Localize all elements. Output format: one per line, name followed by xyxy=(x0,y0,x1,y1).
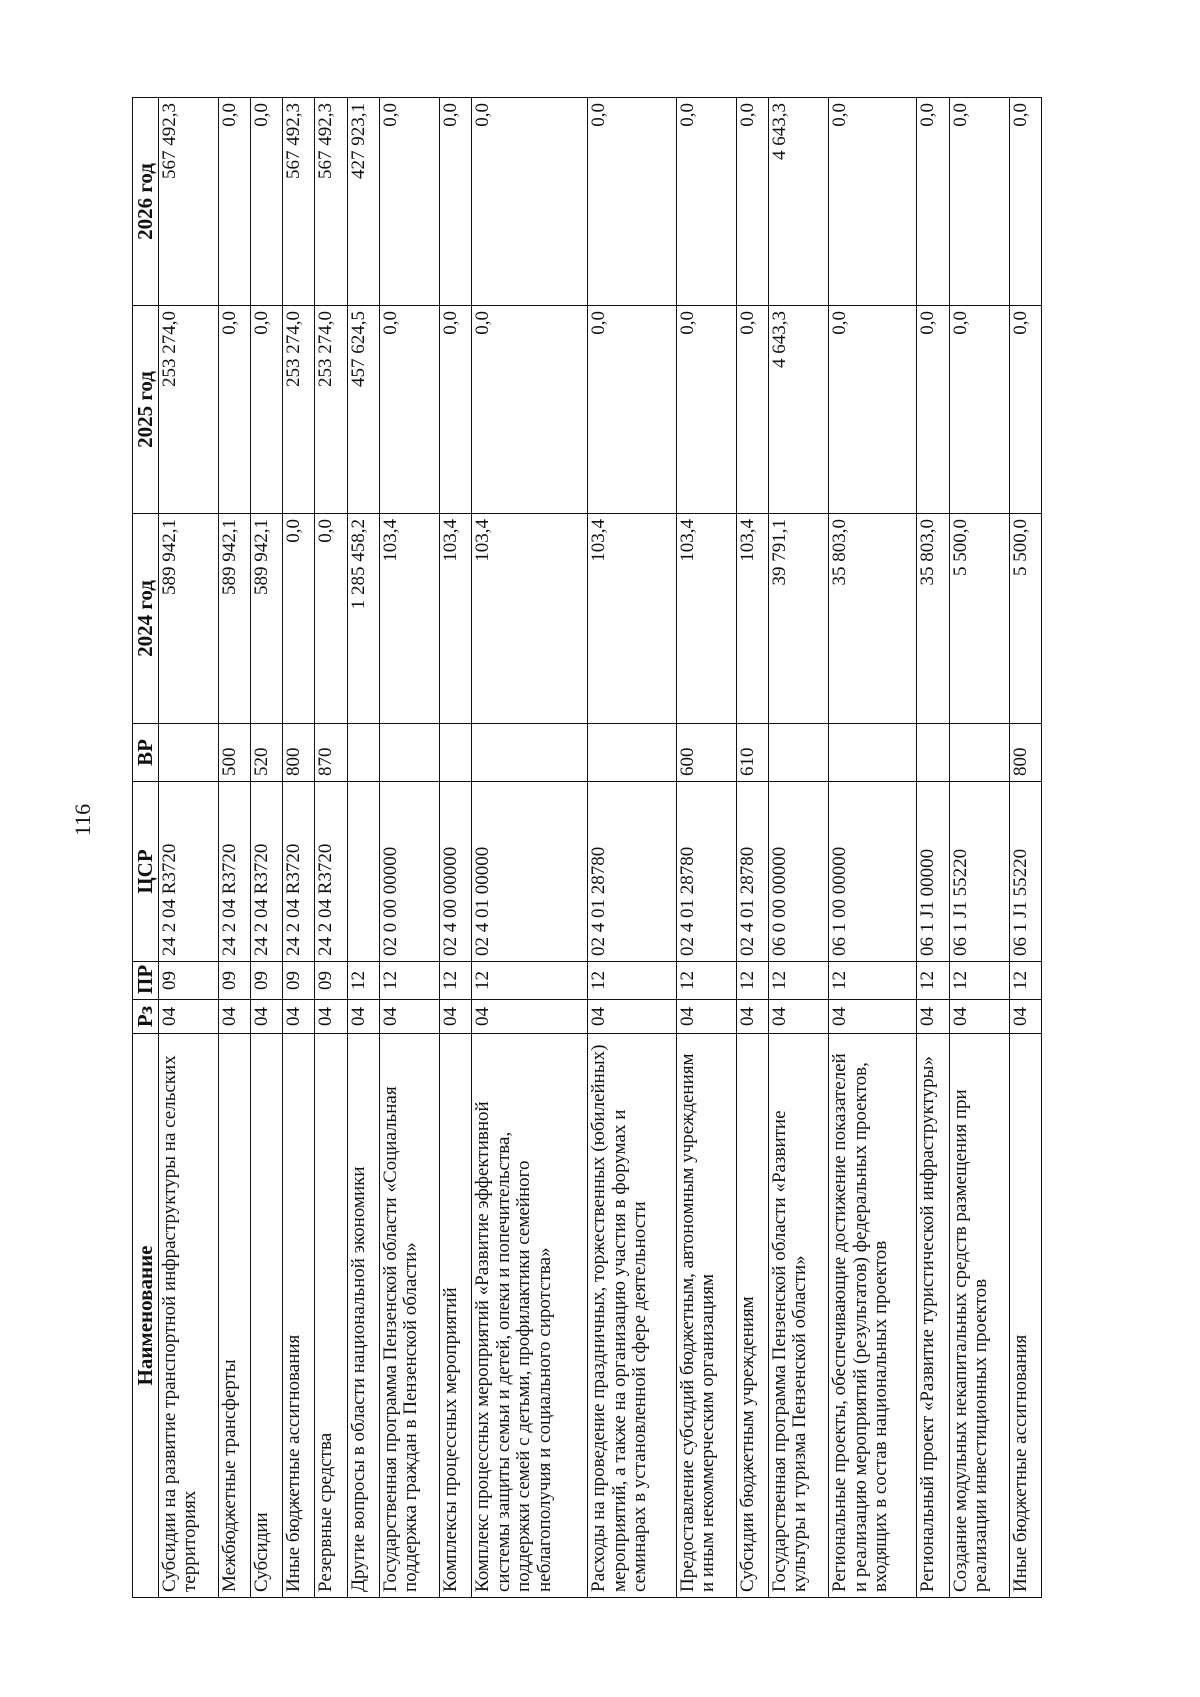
cell-rz: 04 xyxy=(251,1000,283,1034)
cell-csr: 02 4 01 28780 xyxy=(676,782,736,962)
cell-name: Субсидии бюджетным учреждениям xyxy=(736,1034,768,1598)
column-header-2026: 2026 год xyxy=(133,98,159,306)
cell-csr: 02 4 00 00000 xyxy=(439,782,471,962)
cell-pr: 12 xyxy=(439,962,471,1000)
cell-2026: 567 492,3 xyxy=(315,98,347,306)
header-row xyxy=(133,98,159,1598)
cell-rz: 04 xyxy=(949,1000,1009,1034)
cell-2026: 0,0 xyxy=(949,98,1009,306)
table-row xyxy=(1009,98,1041,1598)
cell-2024: 1 285 458,2 xyxy=(347,514,379,724)
cell-rz: 04 xyxy=(768,1000,828,1034)
cell-vr: 600 xyxy=(676,724,736,782)
cell-rz: 04 xyxy=(439,1000,471,1034)
table-row xyxy=(283,98,315,1598)
cell-2024: 35 803,0 xyxy=(829,514,917,724)
table-row xyxy=(315,98,347,1598)
cell-2026: 0,0 xyxy=(588,98,676,306)
cell-2024: 35 803,0 xyxy=(917,514,949,724)
table-row xyxy=(917,98,949,1598)
cell-name: Резервные средства xyxy=(315,1034,347,1598)
cell-csr: 24 2 04 R3720 xyxy=(315,782,347,962)
cell-csr: 06 1 J1 55220 xyxy=(949,782,1009,962)
cell-2024: 39 791,1 xyxy=(768,514,828,724)
cell-2026: 0,0 xyxy=(917,98,949,306)
cell-vr: 870 xyxy=(315,724,347,782)
cell-vr: 500 xyxy=(218,724,250,782)
table-row xyxy=(439,98,471,1598)
cell-csr: 06 1 J1 55220 xyxy=(1009,782,1041,962)
cell-name: Другие вопросы в области национальной экономики xyxy=(347,1034,379,1598)
cell-name: Иные бюджетные ассигнования xyxy=(283,1034,315,1598)
table-row xyxy=(347,98,379,1598)
page-number: 116 xyxy=(70,803,95,836)
cell-2026: 0,0 xyxy=(829,98,917,306)
cell-vr xyxy=(347,724,379,782)
cell-csr: 02 4 01 28780 xyxy=(588,782,676,962)
cell-rz: 04 xyxy=(676,1000,736,1034)
column-header-pr: ПР xyxy=(133,962,159,1000)
cell-vr xyxy=(158,724,218,782)
table-row xyxy=(588,98,676,1598)
cell-2025: 0,0 xyxy=(917,306,949,514)
cell-rz: 04 xyxy=(347,1000,379,1034)
cell-2026: 0,0 xyxy=(1009,98,1041,306)
cell-vr xyxy=(917,724,949,782)
cell-name: Создание модульных некапитальных средств размещения при реализации инвестиционных проектов xyxy=(949,1034,1009,1598)
cell-pr: 12 xyxy=(736,962,768,1000)
cell-pr: 12 xyxy=(588,962,676,1000)
cell-2025: 0,0 xyxy=(218,306,250,514)
cell-rz: 04 xyxy=(283,1000,315,1034)
table-row xyxy=(949,98,1009,1598)
cell-2026: 0,0 xyxy=(676,98,736,306)
cell-vr xyxy=(829,724,917,782)
cell-name: Иные бюджетные ассигнования xyxy=(1009,1034,1041,1598)
cell-pr: 12 xyxy=(379,962,439,1000)
cell-2026: 0,0 xyxy=(218,98,250,306)
table-row xyxy=(472,98,588,1598)
cell-csr: 06 1 00 00000 xyxy=(829,782,917,962)
cell-pr: 09 xyxy=(283,962,315,1000)
column-header-2024: 2024 год xyxy=(133,514,159,724)
cell-vr: 520 xyxy=(251,724,283,782)
cell-2025: 0,0 xyxy=(439,306,471,514)
cell-rz: 04 xyxy=(917,1000,949,1034)
cell-csr: 24 2 04 R3720 xyxy=(158,782,218,962)
cell-vr xyxy=(949,724,1009,782)
cell-pr: 09 xyxy=(218,962,250,1000)
cell-name: Расходы на проведение праздничных, торжественных (юбилейных) мероприятий, а также на организацию участия в форумах и семинарах в установленной сфере деятельности xyxy=(588,1034,676,1598)
cell-csr: 06 0 00 00000 xyxy=(768,782,828,962)
cell-vr xyxy=(472,724,588,782)
cell-vr: 800 xyxy=(283,724,315,782)
cell-csr xyxy=(347,782,379,962)
cell-vr xyxy=(588,724,676,782)
cell-2025: 0,0 xyxy=(1009,306,1041,514)
cell-name: Региональные проекты, обеспечивающие достижение показателей и реализацию мероприятий (результатов) федеральных проектов, входящих в состав национальных проектов xyxy=(829,1034,917,1598)
cell-2025: 253 274,0 xyxy=(158,306,218,514)
cell-2026: 567 492,3 xyxy=(158,98,218,306)
cell-2026: 0,0 xyxy=(251,98,283,306)
cell-2024: 0,0 xyxy=(315,514,347,724)
column-header-csr: ЦСР xyxy=(133,782,159,962)
cell-2026: 427 923,1 xyxy=(347,98,379,306)
cell-pr: 12 xyxy=(1009,962,1041,1000)
cell-pr: 12 xyxy=(917,962,949,1000)
cell-2026: 0,0 xyxy=(736,98,768,306)
cell-2024: 103,4 xyxy=(439,514,471,724)
cell-pr: 12 xyxy=(949,962,1009,1000)
cell-csr: 06 1 J1 00000 xyxy=(917,782,949,962)
cell-2026: 567 492,3 xyxy=(283,98,315,306)
cell-name: Комплекс процессных мероприятий «Развитие эффективной системы защиты семьи и детей, опеки и попечительства, поддержки семей с детьми, профилактики семейного неблагополучия и социального сиротства» xyxy=(472,1034,588,1598)
cell-2024: 5 500,0 xyxy=(949,514,1009,724)
budget-table xyxy=(132,97,1042,1598)
cell-2025: 0,0 xyxy=(588,306,676,514)
cell-pr: 12 xyxy=(768,962,828,1000)
table-row xyxy=(251,98,283,1598)
cell-pr: 09 xyxy=(315,962,347,1000)
cell-2024: 5 500,0 xyxy=(1009,514,1041,724)
cell-name: Государственная программа Пензенской области «Развитие культуры и туризма Пензенской области» xyxy=(768,1034,828,1598)
cell-2024: 589 942,1 xyxy=(218,514,250,724)
table-row xyxy=(676,98,736,1598)
cell-rz: 04 xyxy=(315,1000,347,1034)
cell-2025: 253 274,0 xyxy=(315,306,347,514)
column-header-rz: Рз xyxy=(133,1000,159,1034)
cell-vr: 800 xyxy=(1009,724,1041,782)
cell-csr: 02 4 01 28780 xyxy=(736,782,768,962)
cell-csr: 02 0 00 00000 xyxy=(379,782,439,962)
table-row xyxy=(218,98,250,1598)
table-row xyxy=(379,98,439,1598)
cell-rz: 04 xyxy=(158,1000,218,1034)
cell-2025: 253 274,0 xyxy=(283,306,315,514)
cell-2025: 4 643,3 xyxy=(768,306,828,514)
cell-pr: 12 xyxy=(472,962,588,1000)
column-header-vr: ВР xyxy=(133,724,159,782)
cell-rz: 04 xyxy=(736,1000,768,1034)
cell-name: Государственная программа Пензенской области «Социальная поддержка граждан в Пензенской области» xyxy=(379,1034,439,1598)
cell-name: Субсидии xyxy=(251,1034,283,1598)
cell-rz: 04 xyxy=(1009,1000,1041,1034)
table-body xyxy=(158,98,1041,1598)
table-row xyxy=(768,98,828,1598)
cell-2026: 0,0 xyxy=(379,98,439,306)
cell-2025: 0,0 xyxy=(251,306,283,514)
cell-rz: 04 xyxy=(588,1000,676,1034)
cell-vr xyxy=(439,724,471,782)
table-row xyxy=(158,98,218,1598)
cell-2024: 103,4 xyxy=(472,514,588,724)
column-header-name: Наименование xyxy=(133,1034,159,1598)
column-header-2025: 2025 год xyxy=(133,306,159,514)
cell-name: Комплексы процессных мероприятий xyxy=(439,1034,471,1598)
cell-2024: 103,4 xyxy=(588,514,676,724)
cell-2024: 589 942,1 xyxy=(158,514,218,724)
cell-vr xyxy=(379,724,439,782)
cell-name: Предоставление субсидий бюджетным, автономным учреждениям и иным некоммерческим организациям xyxy=(676,1034,736,1598)
cell-pr: 09 xyxy=(158,962,218,1000)
cell-2025: 0,0 xyxy=(676,306,736,514)
cell-pr: 12 xyxy=(347,962,379,1000)
cell-rz: 04 xyxy=(829,1000,917,1034)
cell-csr: 24 2 04 R3720 xyxy=(251,782,283,962)
cell-name: Межбюджетные трансферты xyxy=(218,1034,250,1598)
cell-2025: 0,0 xyxy=(379,306,439,514)
cell-2024: 103,4 xyxy=(736,514,768,724)
table-row xyxy=(829,98,917,1598)
cell-2025: 0,0 xyxy=(472,306,588,514)
table-row xyxy=(736,98,768,1598)
cell-vr: 610 xyxy=(736,724,768,782)
cell-csr: 24 2 04 R3720 xyxy=(283,782,315,962)
cell-rz: 04 xyxy=(472,1000,588,1034)
table-header xyxy=(133,98,159,1598)
cell-csr: 24 2 04 R3720 xyxy=(218,782,250,962)
cell-2025: 0,0 xyxy=(736,306,768,514)
cell-rz: 04 xyxy=(379,1000,439,1034)
cell-name: Региональный проект «Развитие туристической инфраструктуры» xyxy=(917,1034,949,1598)
cell-2024: 103,4 xyxy=(379,514,439,724)
cell-vr xyxy=(768,724,828,782)
cell-2024: 103,4 xyxy=(676,514,736,724)
cell-2026: 4 643,3 xyxy=(768,98,828,306)
cell-2024: 589 942,1 xyxy=(251,514,283,724)
rotated-table-container xyxy=(132,98,1042,1598)
cell-2026: 0,0 xyxy=(472,98,588,306)
cell-2026: 0,0 xyxy=(439,98,471,306)
cell-2025: 457 624,5 xyxy=(347,306,379,514)
cell-pr: 12 xyxy=(829,962,917,1000)
cell-pr: 12 xyxy=(676,962,736,1000)
cell-csr: 02 4 01 00000 xyxy=(472,782,588,962)
cell-2025: 0,0 xyxy=(829,306,917,514)
cell-pr: 09 xyxy=(251,962,283,1000)
cell-2024: 0,0 xyxy=(283,514,315,724)
cell-2025: 0,0 xyxy=(949,306,1009,514)
cell-name: Субсидии на развитие транспортной инфраструктуры на сельских территориях xyxy=(158,1034,218,1598)
cell-rz: 04 xyxy=(218,1000,250,1034)
